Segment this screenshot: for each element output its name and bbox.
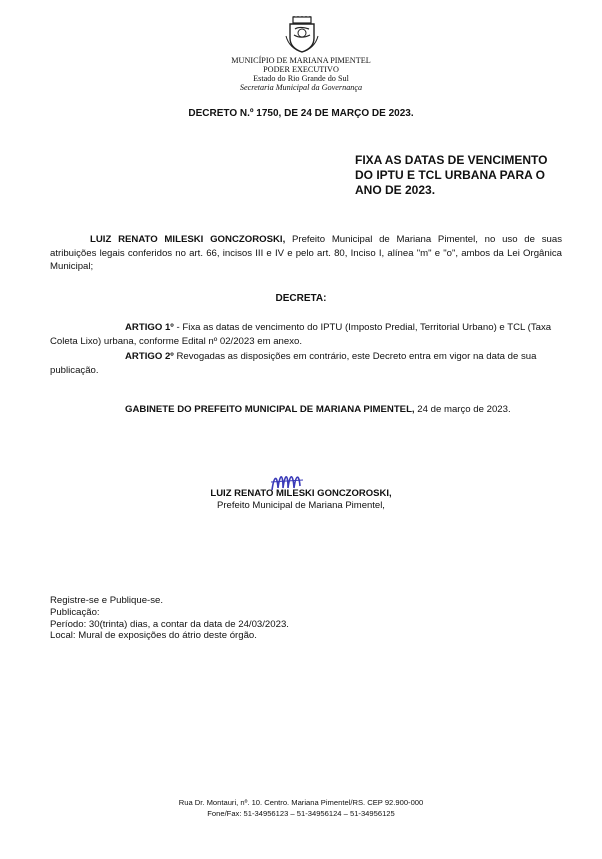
article-1-text: - Fixa as datas de vencimento do IPTU (Imposto Predial, Territorial Urbano) e TCL (Taxa Coleta Lixo) urbana, conforme Edital nº 02/2023 em anexo. — [50, 322, 552, 347]
decreta-heading: DECRETA: — [275, 293, 327, 304]
gabinete-line — [125, 404, 511, 415]
publication-line: Local: Mural de exposições do átrio deste órgão. — [50, 630, 257, 642]
mayor-name: LUIZ RENATO MILESKI GONCZOROSKI, — [90, 234, 286, 245]
publication-line: Período: 30(trinta) dias, a contar da data de 24/03/2023. — [50, 618, 289, 630]
municipal-coat-of-arms-icon — [284, 16, 320, 54]
publication-block — [50, 595, 289, 642]
municipality-name: MUNICÍPIO DE MARIANA PIMENTEL — [231, 56, 371, 65]
summary-line: FIXA AS DATAS DE VENCIMENTO — [355, 153, 548, 167]
publication-line: Registre-se e Publique-se. — [50, 595, 164, 606]
gabinete-date: 24 de março de 2023. — [414, 404, 511, 415]
article-2-label: ARTIGO 2º — [125, 351, 174, 362]
signature-role: Prefeito Municipal de Mariana Pimentel, — [217, 500, 385, 511]
publication-line: Publicação: — [50, 606, 100, 618]
summary-line: ANO DE 2023. — [355, 183, 436, 197]
article-2-text: Revogadas as disposições em contrário, este Decreto entra em vigor na data de sua publicação. — [50, 351, 537, 376]
secretariat-name: Secretaria Municipal da Governança — [239, 83, 363, 92]
gabinete-label: GABINETE DO PREFEITO MUNICIPAL DE MARIANA PIMENTEL, — [125, 404, 415, 415]
summary-line: DO IPTU E TCL URBANA PARA O — [355, 168, 546, 182]
footer-address: Rua Dr. Montauri, nº. 10. Centro. Mariana Pimentel/RS. CEP 92.900-000 — [178, 798, 424, 807]
preamble-paragraph — [50, 233, 562, 274]
article-2 — [50, 350, 560, 377]
footer-phone: Fone/Fax: 51-34956123 – 51-34956124 – 51-34956125 — [207, 809, 395, 818]
signature-name: LUIZ RENATO MILESKI GONCZOROSKI, — [210, 488, 392, 499]
state-name: Estado do Rio Grande do Sul — [253, 74, 349, 83]
preamble-text: Prefeito Municipal de Mariana Pimentel, no uso de suas atribuições legais conferidos no art. 66, incisos III e IV e pelo art. 80, Inciso I, alínea "m" e "o", ambos da Lei Orgânica Municipal; — [50, 234, 562, 272]
decree-title: DECRETO N.º 1750, DE 24 DE MARÇO DE 2023. — [188, 108, 414, 119]
executive-power: PODER EXECUTIVO — [263, 65, 339, 74]
decree-summary — [355, 153, 547, 198]
article-1-label: ARTIGO 1º — [125, 322, 174, 333]
article-1 — [50, 321, 560, 348]
